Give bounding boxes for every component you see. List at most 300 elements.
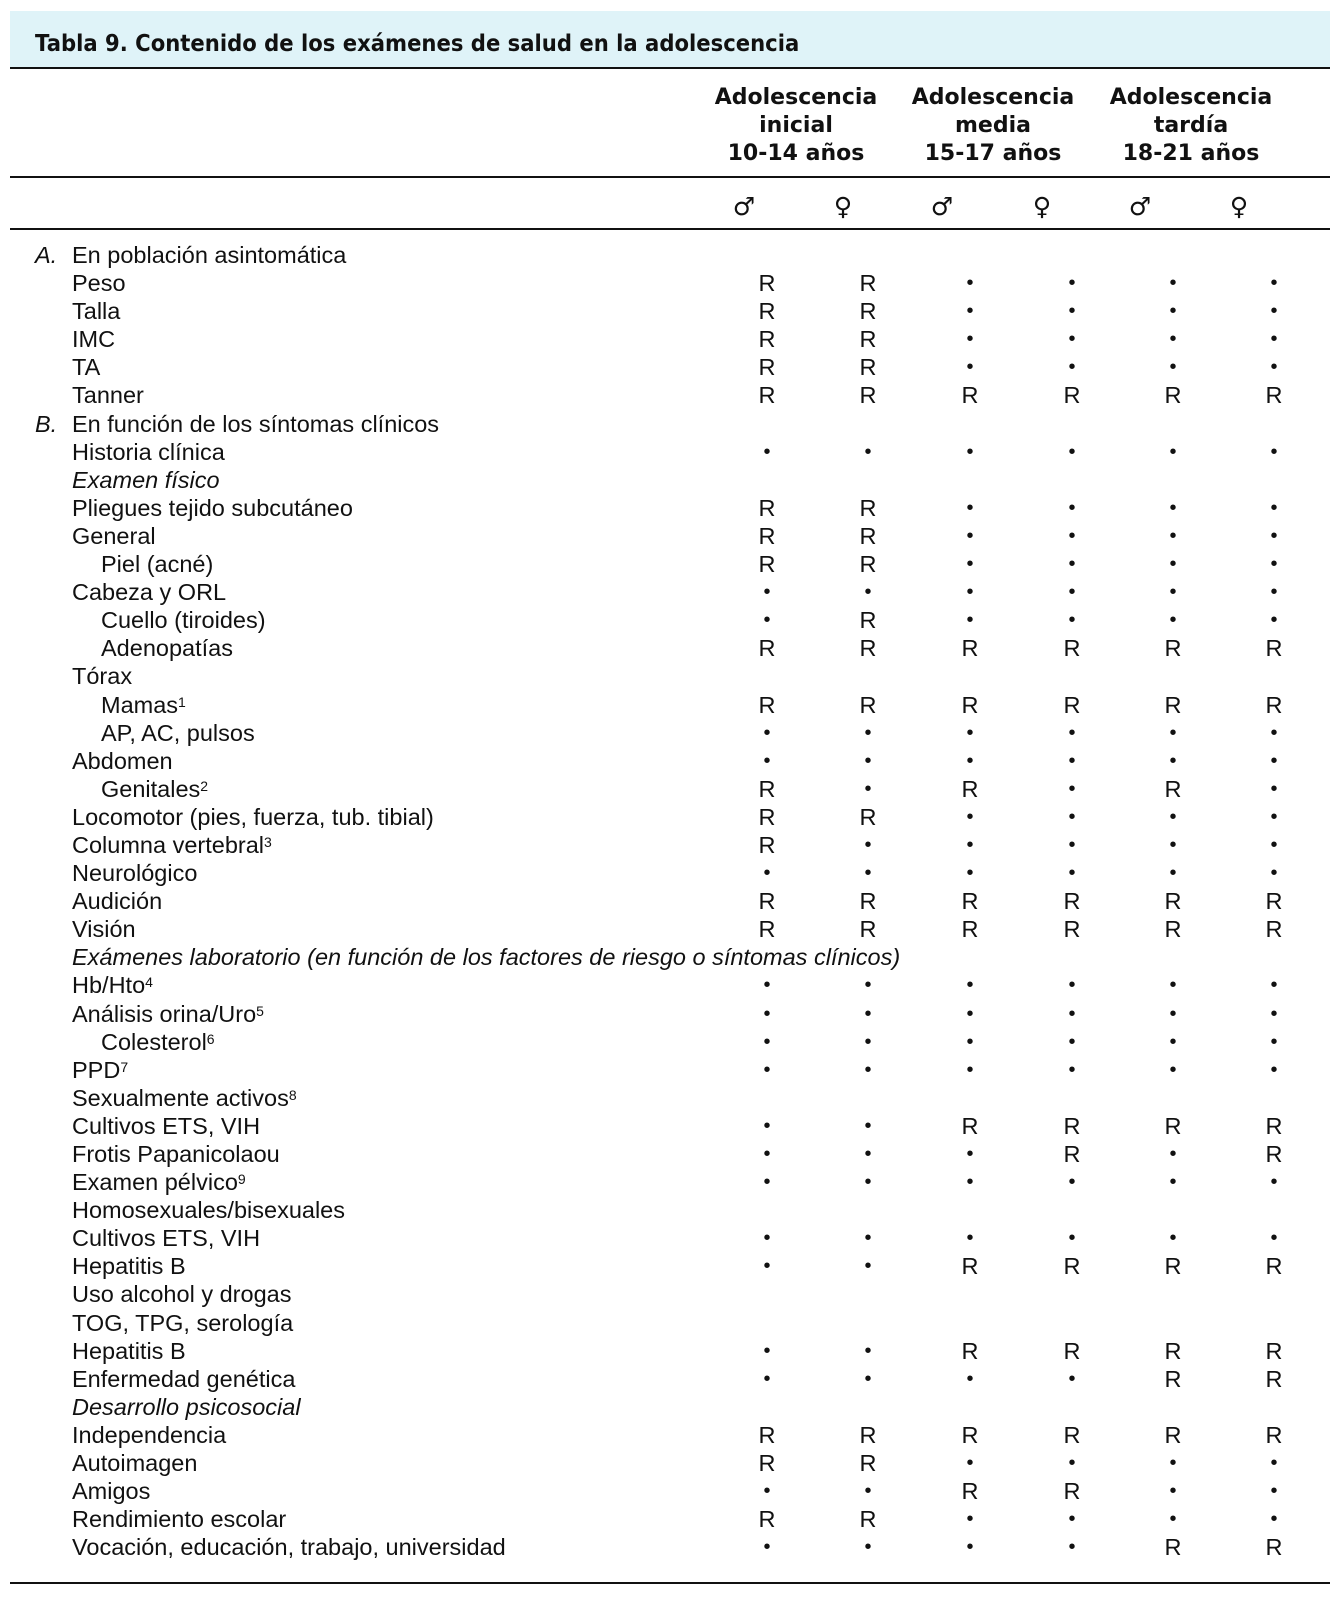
table-title-bar [10,11,1330,68]
table-row [0,1477,1341,1505]
cell-value: R [961,691,979,718]
row-label-text: Examen pélvico [72,1169,238,1196]
male-symbol-icon: ♂ [930,192,954,221]
table-row [0,691,1341,719]
row-label-text: Examen físico [72,466,220,493]
row-label-text: Tórax [72,663,133,690]
cell-bullet: • [1068,300,1076,323]
cell-bullet: • [1270,721,1278,744]
row-label [72,353,100,381]
cell-bullet: • [763,974,771,997]
table-row [0,438,1341,466]
cell-bullet: • [1270,553,1278,576]
cell-bullet: • [763,1536,771,1559]
cell-value: R [758,916,776,943]
cell-bullet: • [966,833,974,856]
table-row [0,1337,1341,1365]
cell-value: R [758,298,776,325]
cell-bullet: • [1068,1452,1076,1475]
cell-bullet: • [1068,1508,1076,1531]
cell-bullet: • [864,1227,872,1250]
cell-bullet: • [1169,328,1177,351]
row-label [72,1337,186,1365]
cell-bullet: • [1270,1452,1278,1475]
cell-bullet: • [1270,496,1278,519]
row-label [72,438,225,466]
table-row [0,381,1341,409]
table-row [0,1112,1341,1140]
cell-bullet: • [1270,1002,1278,1025]
cell-bullet: • [1270,524,1278,547]
cell-value: R [1265,1112,1283,1139]
cell-bullet: • [1068,581,1076,604]
row-label [72,1280,291,1308]
table-row [0,719,1341,747]
cell-bullet: • [966,721,974,744]
cell-bullet: • [1068,1227,1076,1250]
row-label-text: Sexualmente activos [72,1084,289,1111]
cell-value: R [758,1506,776,1533]
cell-bullet: • [1169,553,1177,576]
table-row [0,466,1341,494]
table-row [0,803,1341,831]
row-label-text: Independencia [72,1421,227,1448]
cell-bullet: • [864,1339,872,1362]
footnote-ref: 5 [256,1002,264,1019]
cell-bullet: • [1068,524,1076,547]
cell-bullet: • [1068,1058,1076,1081]
cell-value: R [859,635,877,662]
cell-bullet: • [763,609,771,632]
table-row [0,1365,1341,1393]
row-label [72,915,136,943]
cell-value: R [1063,1421,1081,1448]
row-label [101,550,213,578]
footnote-ref: 7 [120,1058,129,1075]
table-row [0,634,1341,662]
cell-bullet: • [1270,1030,1278,1053]
cell-value: R [1164,888,1182,915]
cell-bullet: • [1068,721,1076,744]
column-header-line: 10-14 años [727,141,865,166]
row-label [72,1533,506,1561]
cell-value: R [758,1421,776,1448]
cell-value: R [758,270,776,297]
cell-bullet: • [1068,749,1076,772]
column-header-inicial [706,84,886,168]
cell-bullet: • [1169,1452,1177,1475]
cell-bullet: • [864,1114,872,1137]
row-label [72,1084,297,1112]
cell-bullet: • [966,496,974,519]
cell-value: R [1265,635,1283,662]
row-label-text: Autoimagen [72,1450,198,1477]
table-row [0,859,1341,887]
cell-bullet: • [864,1480,872,1503]
cell-bullet: • [966,1508,974,1531]
row-label [72,1224,260,1252]
cell-bullet: • [1270,833,1278,856]
cell-value: R [859,326,877,353]
cell-bullet: • [1169,524,1177,547]
cell-value: R [859,522,877,549]
table-row [0,943,1341,971]
column-header-media [903,84,1083,168]
cell-bullet: • [1169,1143,1177,1165]
row-label [72,1168,246,1196]
cell-bullet: • [966,581,974,604]
cell-value: R [1063,1141,1081,1167]
row-label-text: Genitales [101,775,201,802]
cell-value: R [758,831,776,858]
cell-bullet: • [1068,1367,1076,1390]
row-label-text: En población asintomática [72,242,347,268]
cell-value: R [758,775,776,802]
row-label-text: Cultivos ETS, VIH [72,1225,261,1252]
table-row [0,353,1341,381]
cell-value: R [1063,1478,1081,1505]
row-label-text: Colesterol [101,1028,207,1055]
cell-value: R [859,803,877,830]
cell-bullet: • [1068,805,1076,828]
row-label-text: Peso [72,270,126,297]
row-label [101,606,266,634]
cell-bullet: • [1169,805,1177,828]
cell-value: R [1265,1141,1283,1167]
cell-value: R [1265,1253,1283,1280]
cell-value: R [1265,1365,1283,1392]
table-row [0,1252,1341,1280]
cell-bullet: • [763,1255,771,1278]
table-title: Tabla 9. Contenido de los exámenes de salud en la adolescencia [35,31,800,57]
section-marker: B. [35,410,58,437]
cell-bullet: • [864,1058,872,1081]
cell-value: R [1265,1337,1283,1364]
cell-value: R [1063,888,1081,915]
row-label [72,1056,128,1084]
cell-bullet: • [966,1030,974,1053]
cell-bullet: • [966,1227,974,1250]
row-label [72,1421,226,1449]
row-label-text: Mamas [101,691,179,718]
cell-bullet: • [864,777,872,800]
column-header-line: 15-17 años [924,141,1062,166]
cell-bullet: • [966,272,974,295]
cell-bullet: • [1068,833,1076,856]
cell-bullet: • [1068,1536,1076,1559]
row-label [101,691,186,719]
cell-value: R [859,607,877,634]
cell-value: R [1164,916,1182,943]
cell-value: R [859,1421,877,1448]
cell-bullet: • [864,833,872,856]
cell-value: R [1063,635,1081,662]
cell-bullet: • [1270,1058,1278,1081]
table-row [0,550,1341,578]
cell-bullet: • [763,1171,771,1194]
cell-bullet: • [1169,1171,1177,1194]
cell-value: R [961,635,979,662]
column-header-line: Adolescencia [1109,85,1273,110]
cell-value: R [1164,691,1182,718]
row-label [72,943,900,971]
cell-value: R [1164,1253,1182,1280]
cell-bullet: • [1169,1030,1177,1053]
row-label-text: Amigos [72,1478,151,1505]
row-label [72,662,132,690]
cell-bullet: • [966,440,974,463]
cell-bullet: • [1169,721,1177,744]
row-label [72,1309,293,1337]
cell-bullet: • [1169,609,1177,632]
cell-bullet: • [1068,356,1076,379]
cell-bullet: • [966,862,974,885]
cell-bullet: • [1068,609,1076,632]
table-row [0,1421,1341,1449]
cell-value: R [1164,1112,1182,1139]
footnote-ref: 9 [237,1171,246,1188]
cell-value: R [961,1478,979,1505]
table-row [0,1196,1341,1224]
male-symbol-icon: ♂ [732,192,756,221]
row-label-text: Cultivos ETS, VIH [72,1112,261,1139]
row-label-text: General [72,522,156,549]
row-label-text: Tanner [72,382,144,409]
row-label [72,971,153,999]
table-row [0,410,1341,438]
cell-bullet: • [1169,749,1177,772]
cell-bullet: • [763,1339,771,1362]
cell-bullet: • [1169,581,1177,604]
cell-bullet: • [1270,440,1278,463]
cell-bullet: • [763,440,771,463]
cell-bullet: • [1270,777,1278,800]
cell-bullet: • [966,609,974,632]
cell-bullet: • [763,1114,771,1137]
row-label-text: Hepatitis B [72,1253,186,1280]
table-body [0,241,1341,1561]
row-label [72,859,197,887]
female-symbol-icon: ♀ [833,192,853,221]
cell-bullet: • [1068,1002,1076,1025]
row-label [72,747,173,775]
table-row [0,522,1341,550]
table-row [0,1224,1341,1252]
cell-value: R [859,298,877,325]
table-row [0,1533,1341,1561]
cell-value: R [859,888,877,915]
cell-bullet: • [966,1058,974,1081]
row-label [72,578,226,606]
table-bottom-border [10,1582,1330,1584]
cell-value: R [859,551,877,578]
cell-value: R [758,326,776,353]
cell-value: R [859,354,877,381]
table-row [0,325,1341,353]
cell-value: R [1265,691,1283,718]
table-row [0,887,1341,915]
cell-value: R [1063,691,1081,718]
title-divider [10,67,1330,69]
footnote-ref: 2 [200,777,209,794]
cell-bullet: • [864,862,872,885]
cell-bullet: • [1169,440,1177,463]
cell-bullet: • [1068,272,1076,295]
cell-value: R [758,691,776,718]
footnote-ref: 1 [178,693,186,710]
cell-bullet: • [763,721,771,744]
table-row [0,578,1341,606]
cell-bullet: • [966,1002,974,1025]
cell-value: R [758,551,776,578]
cell-value: R [1063,1337,1081,1364]
row-label-text: Frotis Papanicolaou [72,1141,280,1167]
row-label-text: TA [72,354,101,381]
cell-bullet: • [864,721,872,744]
cell-bullet: • [1270,749,1278,772]
cell-bullet: • [1169,1002,1177,1025]
cell-value: R [1265,382,1283,409]
cell-value: R [961,888,979,915]
row-label [72,1140,280,1168]
row-label [101,634,233,662]
row-label [72,325,115,353]
row-label-text: Análisis orina/Uro [72,1000,257,1027]
table-row [0,1168,1341,1196]
cell-value: R [1063,382,1081,409]
cell-bullet: • [1270,1508,1278,1531]
row-label [72,297,120,325]
cell-bullet: • [966,974,974,997]
cell-bullet: • [1169,300,1177,323]
cell-bullet: • [1068,1030,1076,1053]
table-row [0,915,1341,943]
cell-bullet: • [1068,974,1076,997]
row-label [72,1449,197,1477]
table-row [0,1028,1341,1056]
cell-bullet: • [1169,974,1177,997]
cell-bullet: • [864,1255,872,1278]
cell-bullet: • [864,1171,872,1194]
row-label-text: Abdomen [72,747,173,774]
cell-bullet: • [763,1480,771,1503]
cell-bullet: • [1270,272,1278,295]
table-row [0,1449,1341,1477]
cell-bullet: • [1068,777,1076,800]
cell-value: R [1164,1534,1182,1561]
row-label-text: Audición [72,888,163,915]
cell-bullet: • [1270,356,1278,379]
table-row [0,1056,1341,1084]
cell-value: R [859,691,877,718]
cell-value: R [1265,1421,1283,1448]
row-label [72,1252,186,1280]
table-row [0,297,1341,325]
row-label [72,466,220,494]
row-label [101,719,255,747]
row-label [72,1393,301,1421]
cell-bullet: • [763,1058,771,1081]
cell-bullet: • [763,1227,771,1250]
cell-value: R [1265,1534,1283,1561]
row-label [72,494,353,522]
cell-bullet: • [1270,1227,1278,1250]
row-label-text: Homosexuales/bisexuales [72,1197,346,1224]
cell-value: R [758,382,776,409]
cell-bullet: • [1270,974,1278,997]
cell-bullet: • [763,862,771,885]
cell-bullet: • [864,1367,872,1390]
cell-value: R [1164,1365,1182,1392]
cell-bullet: • [864,581,872,604]
cell-bullet: • [1169,1480,1177,1503]
cell-bullet: • [966,328,974,351]
cell-bullet: • [1270,1171,1278,1194]
cell-bullet: • [966,1536,974,1559]
row-label-text: Adenopatías [101,635,233,662]
row-label-text: Hepatitis B [72,1337,186,1364]
cell-bullet: • [864,1536,872,1559]
cell-value: R [859,1506,877,1533]
table-row [0,1393,1341,1421]
cell-bullet: • [763,1002,771,1025]
cell-bullet: • [763,1143,771,1165]
cell-bullet: • [1068,328,1076,351]
row-label-text: TOG, TPG, serología [72,1309,294,1336]
row-label-text: Visión [72,916,136,943]
row-label [72,1112,260,1140]
header-divider [10,176,1330,178]
row-label [72,410,439,438]
table-row [0,494,1341,522]
cell-value: R [1164,382,1182,409]
cell-bullet: • [1169,496,1177,519]
row-label [101,775,208,803]
cell-value: R [859,382,877,409]
cell-bullet: • [1270,328,1278,351]
cell-value: R [758,803,776,830]
cell-bullet: • [864,749,872,772]
row-label [72,522,156,550]
row-label-text: Talla [72,298,121,325]
cell-value: R [1063,1112,1081,1139]
table-row [0,1000,1341,1028]
row-label-text: Vocación, educación, trabajo, universidad [72,1534,506,1561]
table-row [0,662,1341,690]
cell-bullet: • [763,749,771,772]
cell-bullet: • [1068,1171,1076,1194]
cell-value: R [961,1337,979,1364]
cell-bullet: • [1169,1058,1177,1081]
row-label-text: Desarrollo psicosocial [72,1393,301,1420]
cell-bullet: • [966,805,974,828]
male-symbol-icon: ♂ [1128,192,1152,221]
table-row [0,831,1341,859]
cell-bullet: • [966,1171,974,1194]
row-label [72,269,126,297]
table-row [0,971,1341,999]
table-row [0,1309,1341,1337]
cell-bullet: • [1169,272,1177,295]
cell-value: R [1164,775,1182,802]
footnote-ref: 3 [264,833,272,850]
cell-bullet: • [966,356,974,379]
cell-bullet: • [966,749,974,772]
cell-value: R [758,494,776,521]
cell-value: R [961,775,979,802]
cell-bullet: • [763,1030,771,1053]
cell-bullet: • [1169,1508,1177,1531]
